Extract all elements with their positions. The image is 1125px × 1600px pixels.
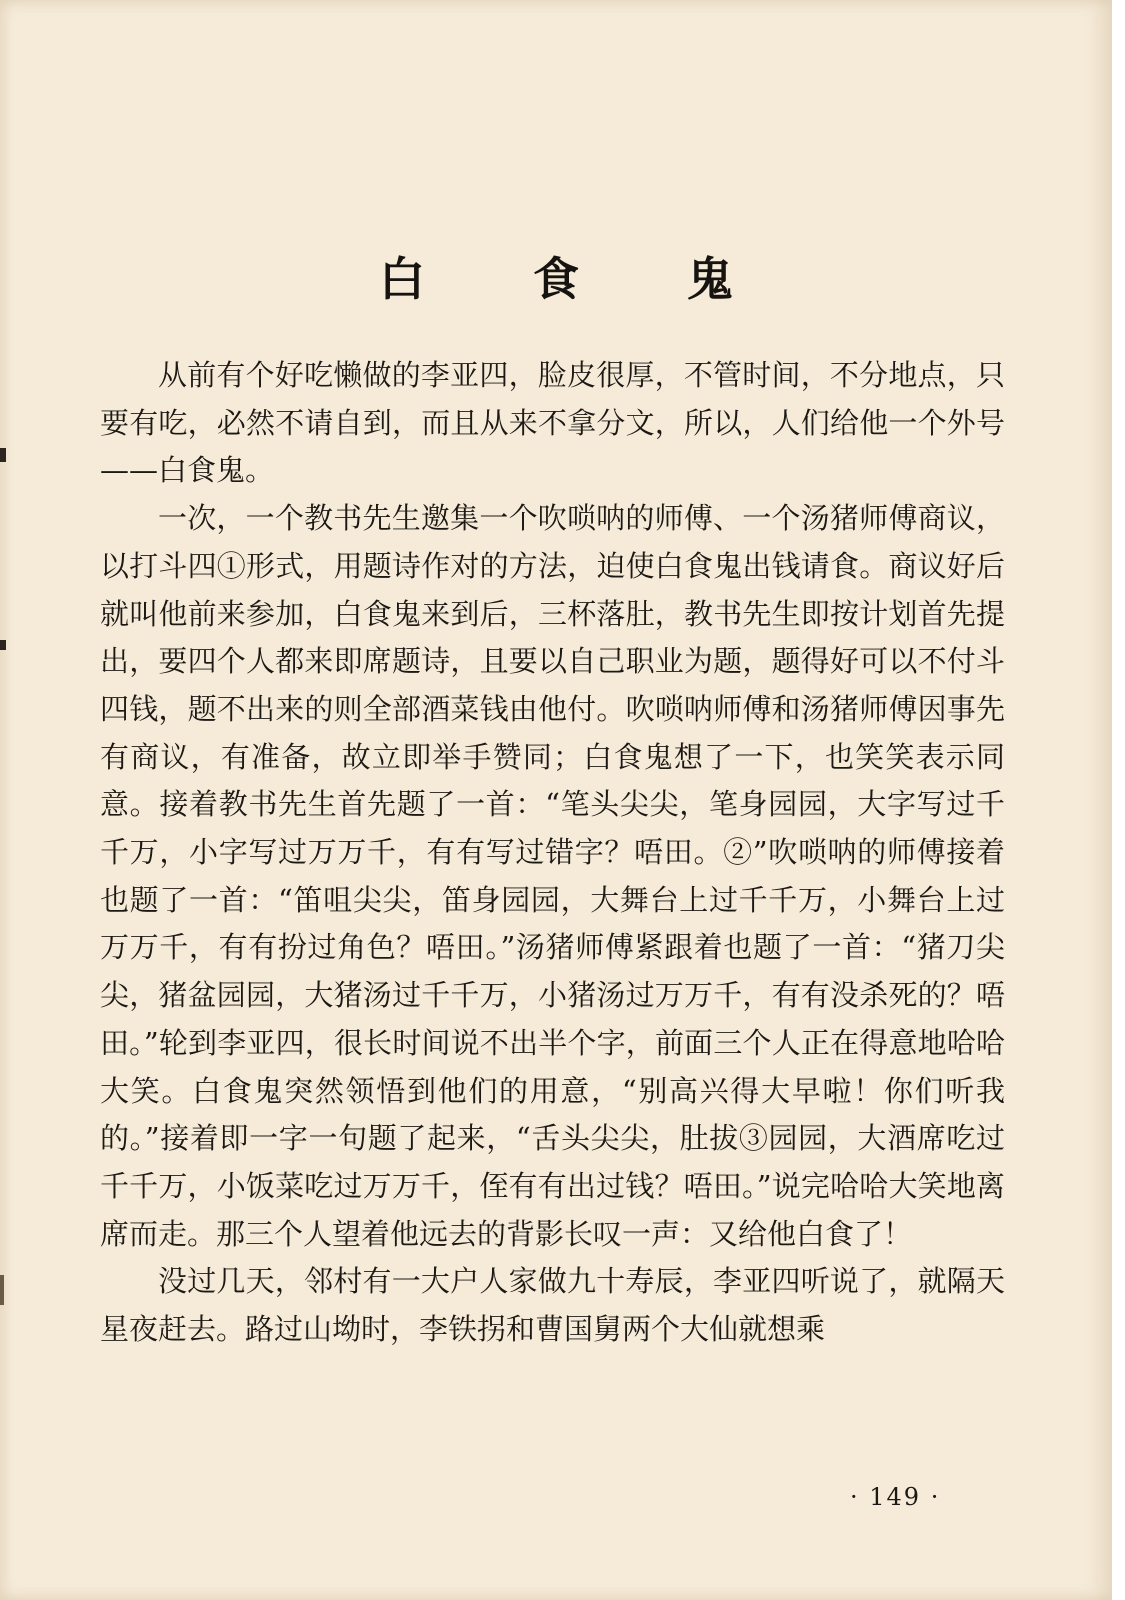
paragraph: 一次，一个教书先生邀集一个吹唢呐的师傅、一个汤猪师傅商议，以打斗四①形式，用题诗作对的方法，迫使白食鬼出钱请食。商议好后就叫他前来参加，白食鬼来到后，三杯落肚，教书先生即按计划首先提出，要四个人都来即席题诗，且要以自己职业为题，题得好可以不付斗四钱，题不出来的则全部酒菜钱由他付。吹唢呐师傅和汤猪师傅因事先有商议，有准备，故立即举手赞同；白食鬼想了一下，也笑笑表示同意。接着教书先生首先题了一首：“笔头尖尖，笔身园园，大字写过千千万，小字写过万万千，有有写过错字？唔田。②”吹唢呐的师傅接着也题了一首：“笛咀尖尖，笛身园园，大舞台上过千千万，小舞台上过万万千，有有扮过角色？唔田。”汤猪师傅紧跟着也题了一首：“猪刀尖尖，猪盆园园，大猪汤过千千万，小猪汤过万万千，有有没杀死的？唔田。”轮到李亚四，很长时间说不出半个字，前面三个人正在得意地哈哈大笑。白食鬼突然领悟到他们的用意，“别高兴得大早啦！你们听我的。”接着即一字一句题了起来，“舌头尖尖，肚拔③园园，大酒席吃过千千万，小饭菜吃过万万千，侄有有出过钱？唔田。”说完哈哈大笑地离席而走。那三个人望着他远去的背影长叹一声：又给他白食了！	[100, 501, 1005, 1251]
page-edge-mark	[0, 448, 6, 462]
paragraph: 没过几天，邻村有一大户人家做九十寿辰，李亚四听说了，就隔天星夜赶去。路过山坳时，李铁拐和曹国舅两个大仙就想乘	[100, 1264, 1005, 1347]
paragraph: 从前有个好吃懒做的李亚四，脸皮很厚，不管时间，不分地点，只要有吃，必然不请自到，而且从来不拿分文，所以，人们给他一个外号——白食鬼。	[100, 358, 1005, 488]
page-number: · 149 ·	[850, 1483, 941, 1511]
story-title: 白 食 鬼	[378, 252, 780, 306]
story-body	[100, 352, 1005, 1354]
page-edge-mark	[0, 640, 6, 650]
page-edge-mark	[0, 1275, 4, 1305]
